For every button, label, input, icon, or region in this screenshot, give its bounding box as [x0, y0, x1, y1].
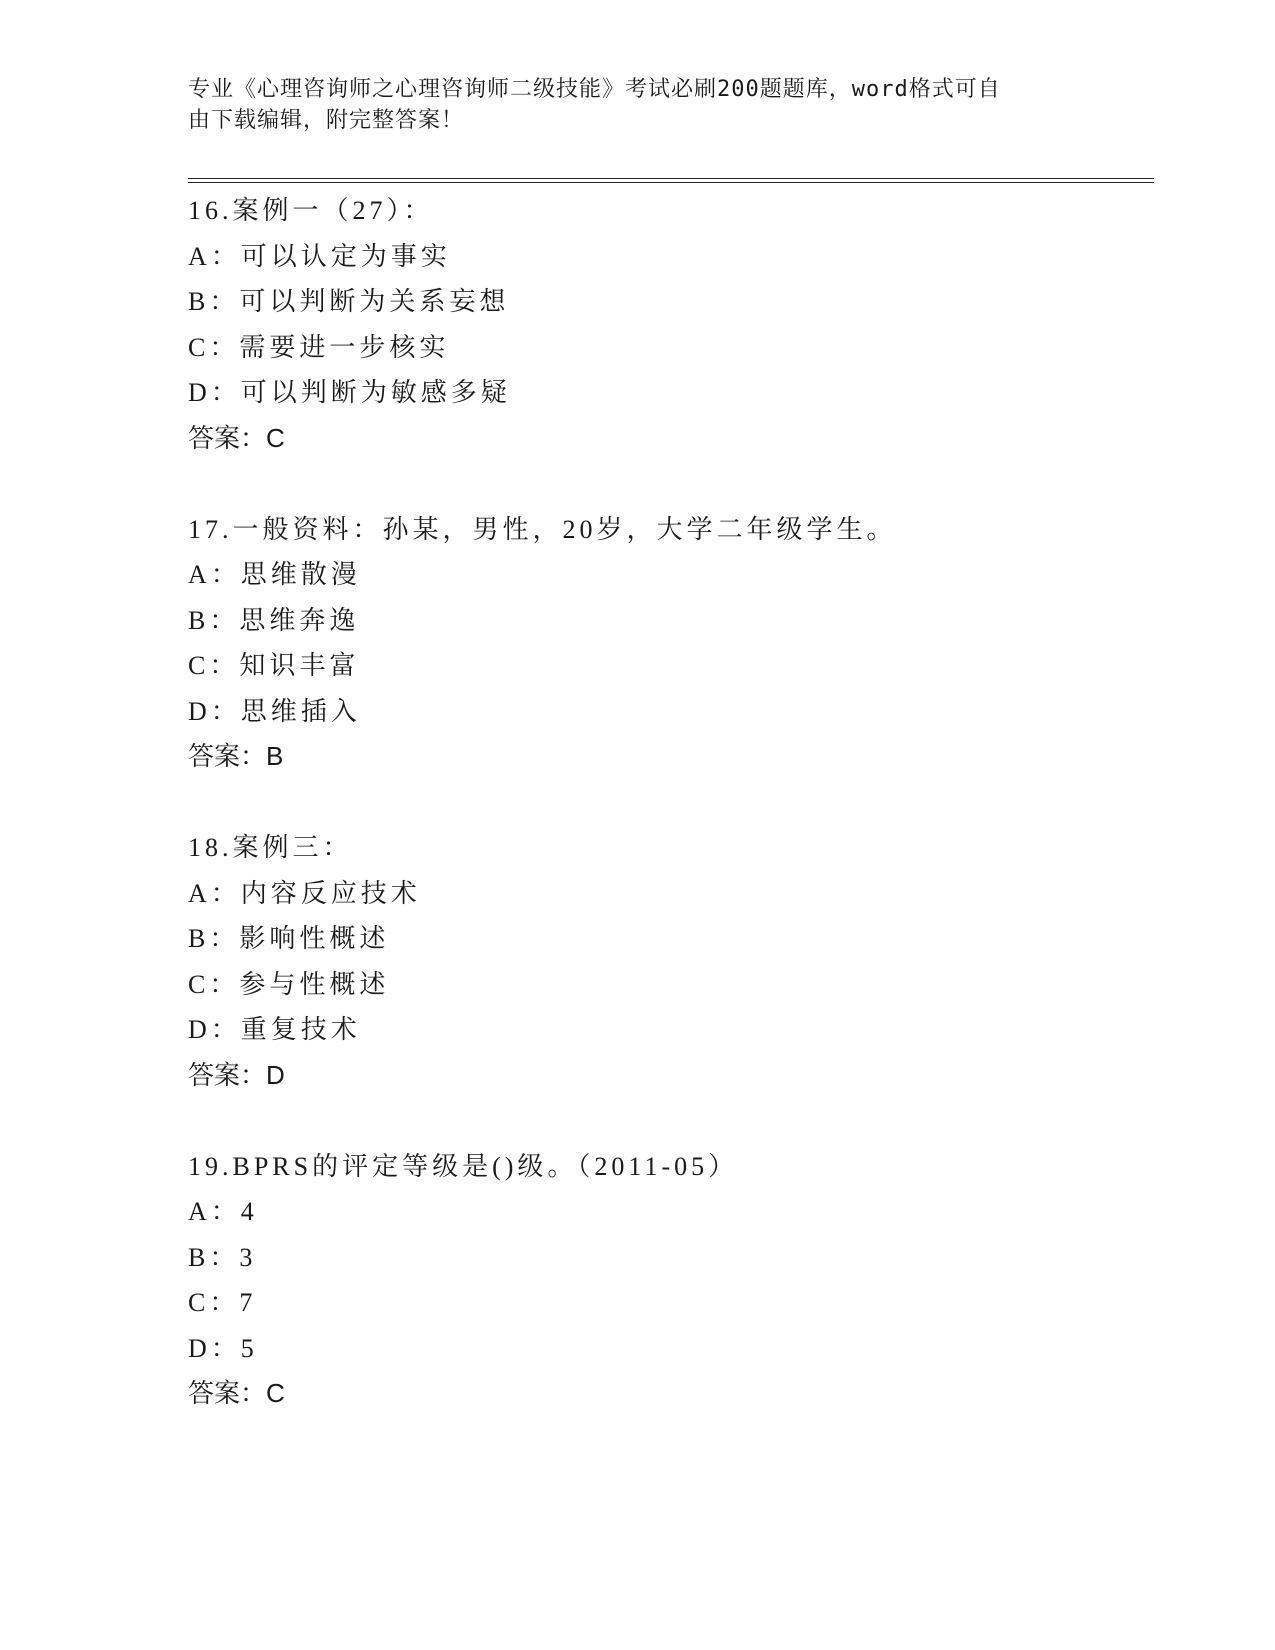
- option-a: A：思维散漫: [188, 560, 361, 589]
- question-17: [188, 507, 1148, 780]
- question-stem: 18.案例三：: [188, 833, 353, 862]
- spacer: [188, 461, 1148, 507]
- header-line-2: 由下载编辑，附完整答案！: [188, 108, 465, 133]
- header-divider-top: [188, 178, 1154, 179]
- option-c: C：知识丰富: [188, 651, 360, 680]
- header-line-1: 专业《心理咨询师之心理咨询师二级技能》考试必刷200题题库，word格式可自: [188, 77, 1001, 102]
- question-list: [188, 188, 1148, 1417]
- question-stem: 17.一般资料：孙某，男性，20岁，大学二年级学生。: [188, 514, 897, 544]
- spacer: [188, 1098, 1148, 1144]
- answer-key: 答案：C: [188, 422, 285, 453]
- option-a: A：可以认定为事实: [188, 241, 451, 271]
- option-a: A：内容反应技术: [188, 878, 421, 908]
- option-d: D：可以判断为敏感多疑: [188, 378, 511, 407]
- option-b: B：思维奔逸: [188, 605, 360, 635]
- option-c: C：参与性概述: [188, 969, 390, 999]
- question-16: [188, 188, 1148, 461]
- document-header: [188, 74, 1068, 136]
- spacer: [188, 780, 1148, 826]
- answer-key: 答案：D: [188, 1059, 285, 1090]
- option-c: C：需要进一步核实: [188, 332, 450, 362]
- header-divider-bottom: [188, 182, 1154, 183]
- answer-key: 答案：B: [188, 741, 284, 771]
- option-d: D：思维插入: [188, 696, 361, 726]
- option-b: B：可以判断为关系妄想: [188, 287, 510, 316]
- question-stem: 16.案例一（27）：: [188, 196, 434, 225]
- option-d: D：重复技术: [188, 1015, 361, 1044]
- option-b: B：3: [188, 1242, 257, 1272]
- question-stem: 19.BPRS的评定等级是()级。（2011-05）: [188, 1151, 739, 1181]
- question-18: [188, 825, 1148, 1098]
- option-c: C：7: [188, 1288, 257, 1317]
- answer-key: 答案：C: [188, 1378, 285, 1408]
- option-a: A：4: [188, 1197, 258, 1226]
- option-d: D：5: [188, 1333, 258, 1363]
- question-19: [188, 1144, 1148, 1417]
- option-b: B：影响性概述: [188, 924, 390, 953]
